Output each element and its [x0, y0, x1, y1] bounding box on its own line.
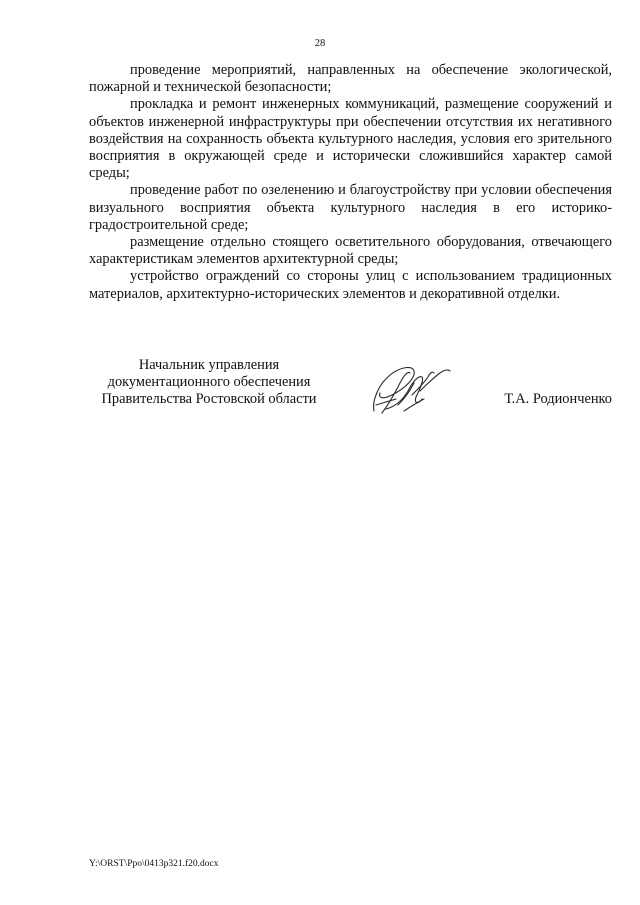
handwritten-signature	[368, 361, 454, 417]
paragraph-utilities: прокладка и ремонт инженерных коммуникаций, размещение сооружений и объектов инженерной инфраструктуры при обеспечении отсутствия их негативного воздействия на сохранность объекта культурного наследия, условия его зрительного восприятия в окружающей среде и исторически сложившийся характер самой среды;	[89, 96, 612, 182]
paragraph-landscaping: проведение работ по озеленению и благоустройству при условии обеспечения визуального восприятия объекта культурного наследия в его историко-градостроительной среде;	[89, 182, 612, 233]
signer-position-line-2: документационного обеспечения	[107, 374, 311, 391]
signer-position-line-1: Начальник управления	[138, 357, 280, 373]
body-text	[89, 62, 612, 303]
signer-position-line-3: Правительства Ростовской области	[101, 391, 317, 408]
footer-file-path: Y:\ORST\Ppo\0413p321.f20.docx	[89, 859, 219, 869]
paragraph-fencing: устройство ограждений со стороны улиц с использованием традиционных материалов, архитектурно-исторических элементов и декоративной отделки.	[89, 268, 612, 302]
signer-name: Т.А. Родионченко	[504, 391, 612, 408]
page-number: 28	[314, 38, 326, 49]
signature-block	[89, 357, 612, 417]
paragraph-safety: проведение мероприятий, направленных на обеспечение экологической, пожарной и технической безопасности;	[89, 62, 612, 96]
signer-position	[89, 357, 329, 409]
paragraph-lighting: размещение отдельно стоящего осветительного оборудования, отвечающего характеристикам элементов архитектурной среды;	[89, 234, 612, 268]
